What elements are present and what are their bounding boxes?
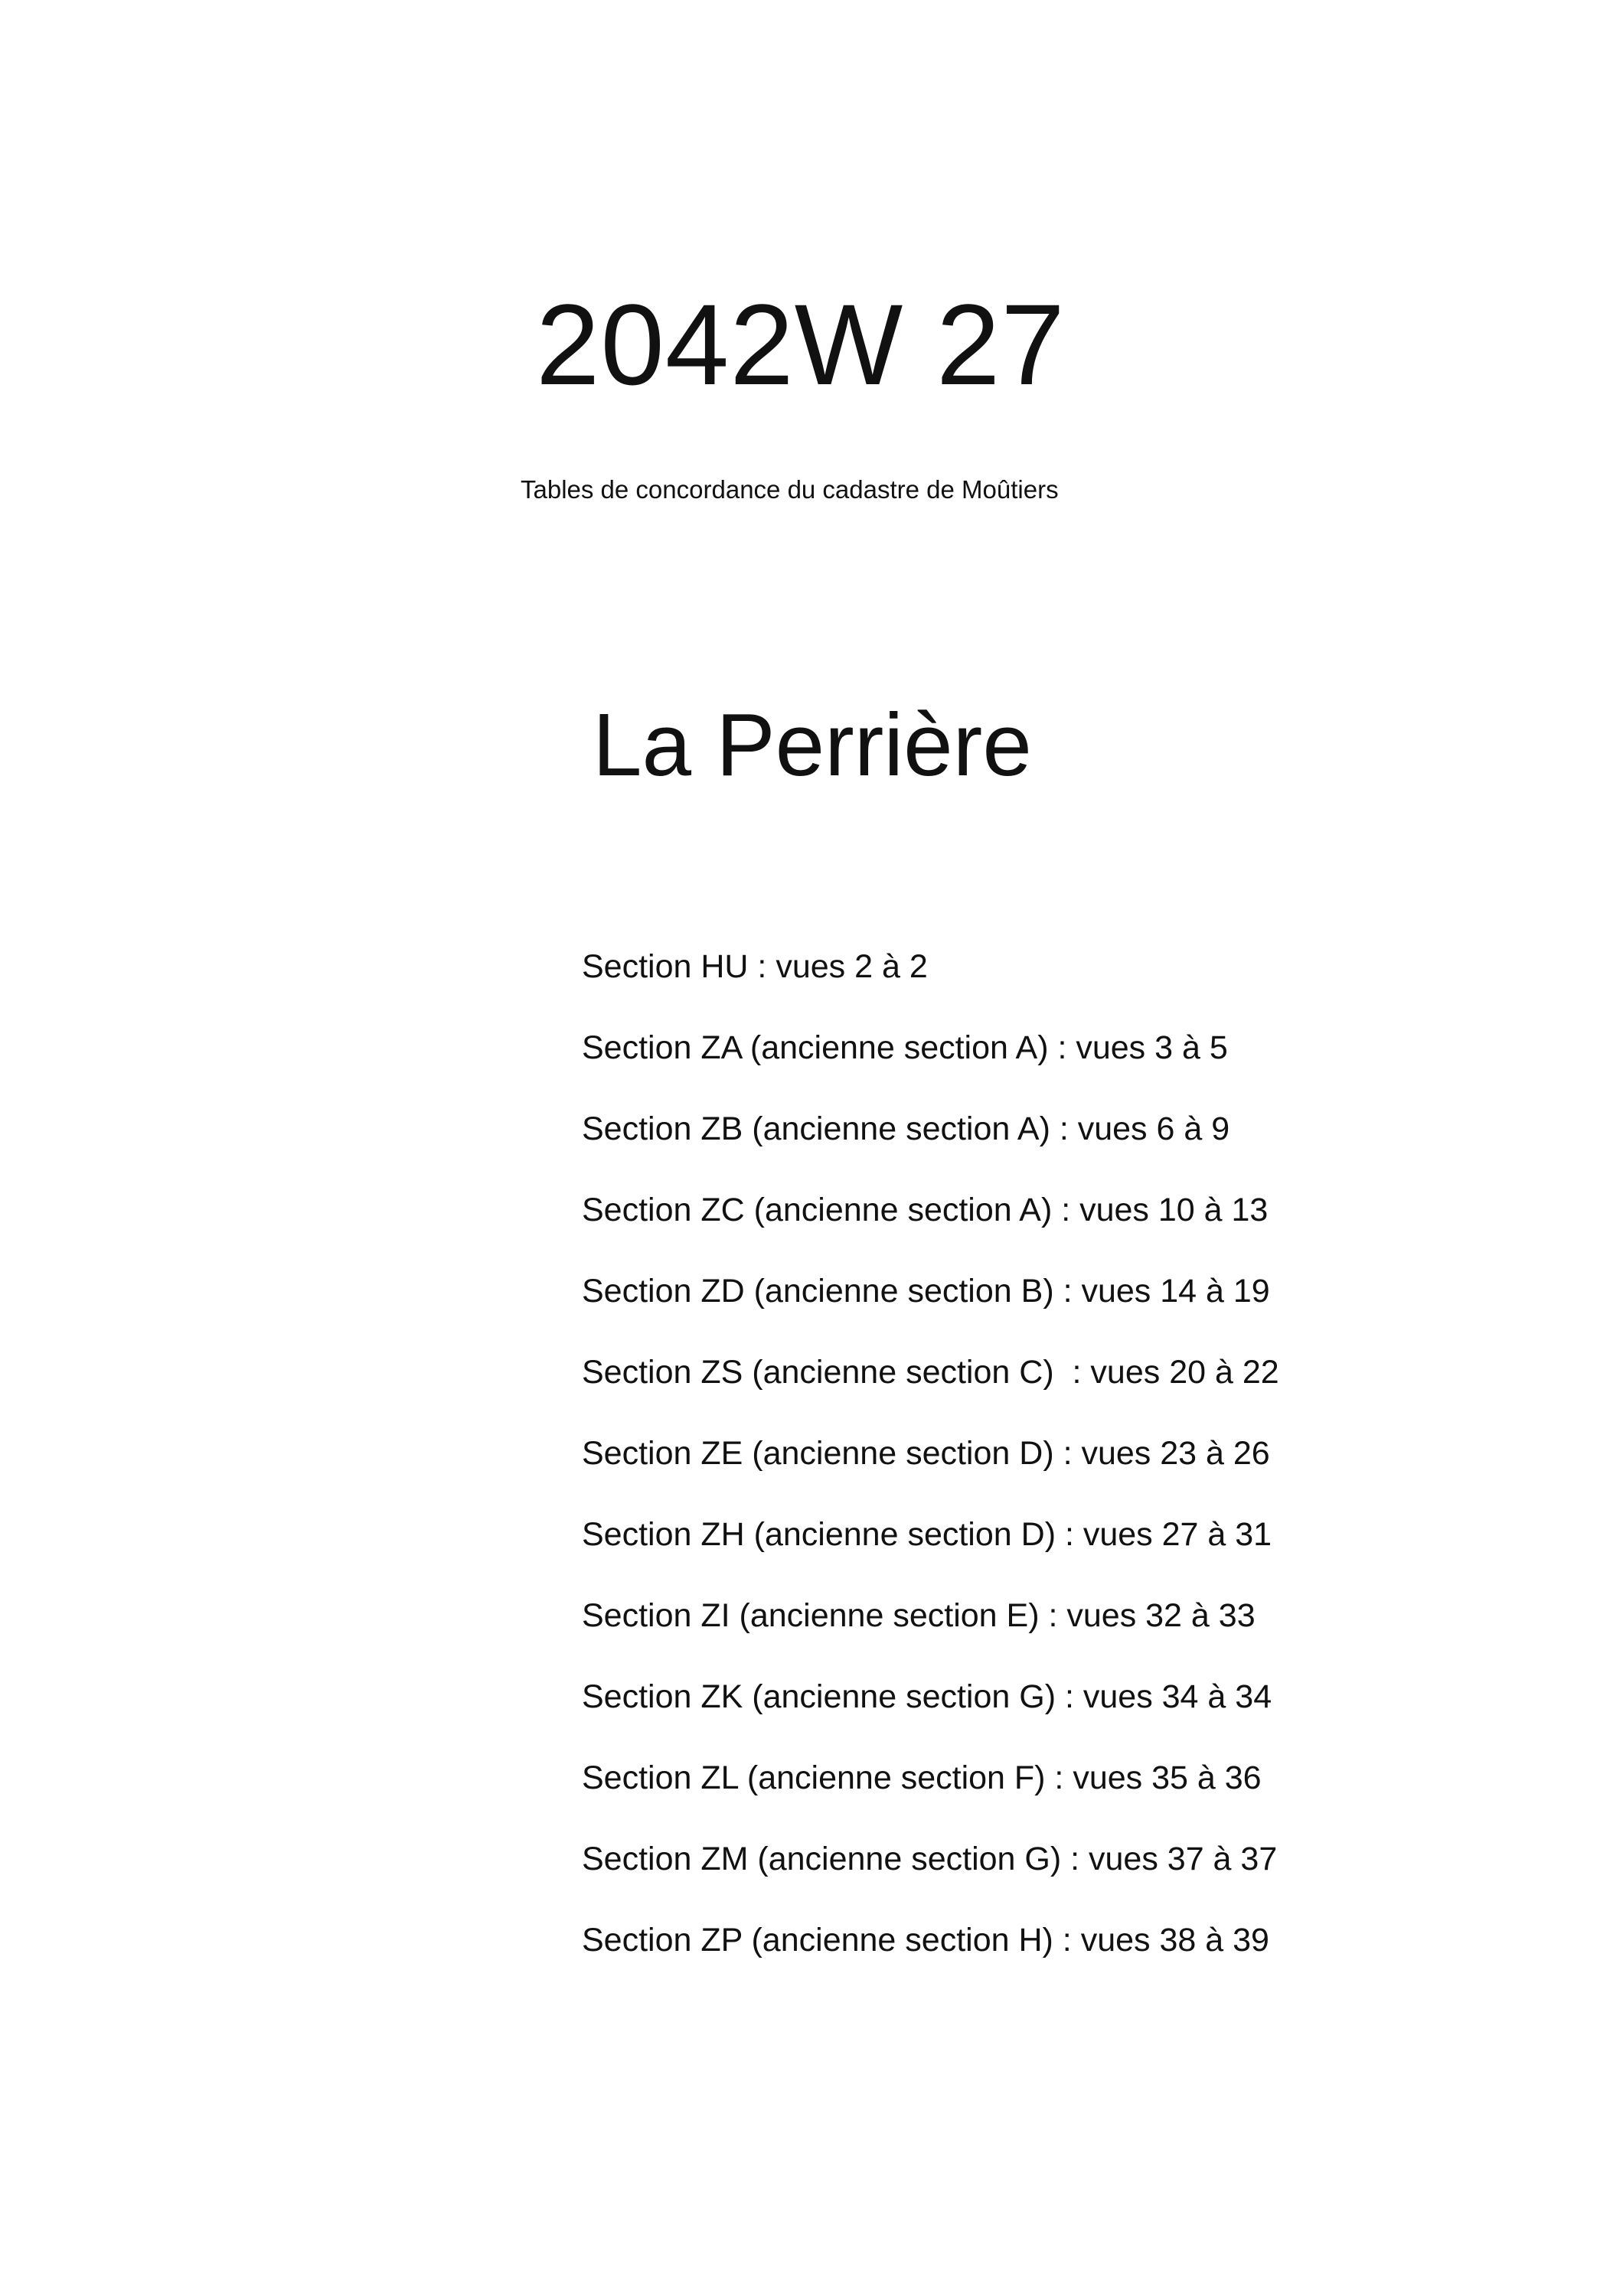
- section-item-zd: Section ZD (ancienne section B) : vues 14 à 19: [582, 1273, 1270, 1309]
- section-item-zl: Section ZL (ancienne section F) : vues 35 à 36: [582, 1760, 1262, 1796]
- section-item-za: Section ZA (ancienne section A) : vues 3 à 5: [582, 1029, 1228, 1066]
- section-item-zi: Section ZI (ancienne section E) : vues 32 à 33: [582, 1597, 1256, 1634]
- archive-code-title: 2042W 27: [536, 280, 1066, 409]
- document-subtitle: Tables de concordance du cadastre de Moûtiers: [521, 475, 1059, 504]
- section-item-zp: Section ZP (ancienne section H) : vues 38 à 39: [582, 1922, 1269, 1958]
- section-item-zh: Section ZH (ancienne section D) : vues 27 à 31: [582, 1516, 1272, 1553]
- section-item-hu: Section HU : vues 2 à 2: [582, 948, 928, 985]
- section-item-zs: Section ZS (ancienne section C) : vues 20 à 22: [582, 1354, 1279, 1391]
- section-item-zk: Section ZK (ancienne section G) : vues 34 à 34: [582, 1678, 1272, 1715]
- place-title: La Perrière: [593, 695, 1032, 794]
- section-list: [582, 926, 1279, 1981]
- section-item-zm: Section ZM (ancienne section G) : vues 37 à 37: [582, 1841, 1278, 1877]
- section-item-zc: Section ZC (ancienne section A) : vues 10 à 13: [582, 1192, 1269, 1228]
- section-item-ze: Section ZE (ancienne section D) : vues 23 à 26: [582, 1435, 1270, 1472]
- section-item-zb: Section ZB (ancienne section A) : vues 6 à 9: [582, 1110, 1230, 1147]
